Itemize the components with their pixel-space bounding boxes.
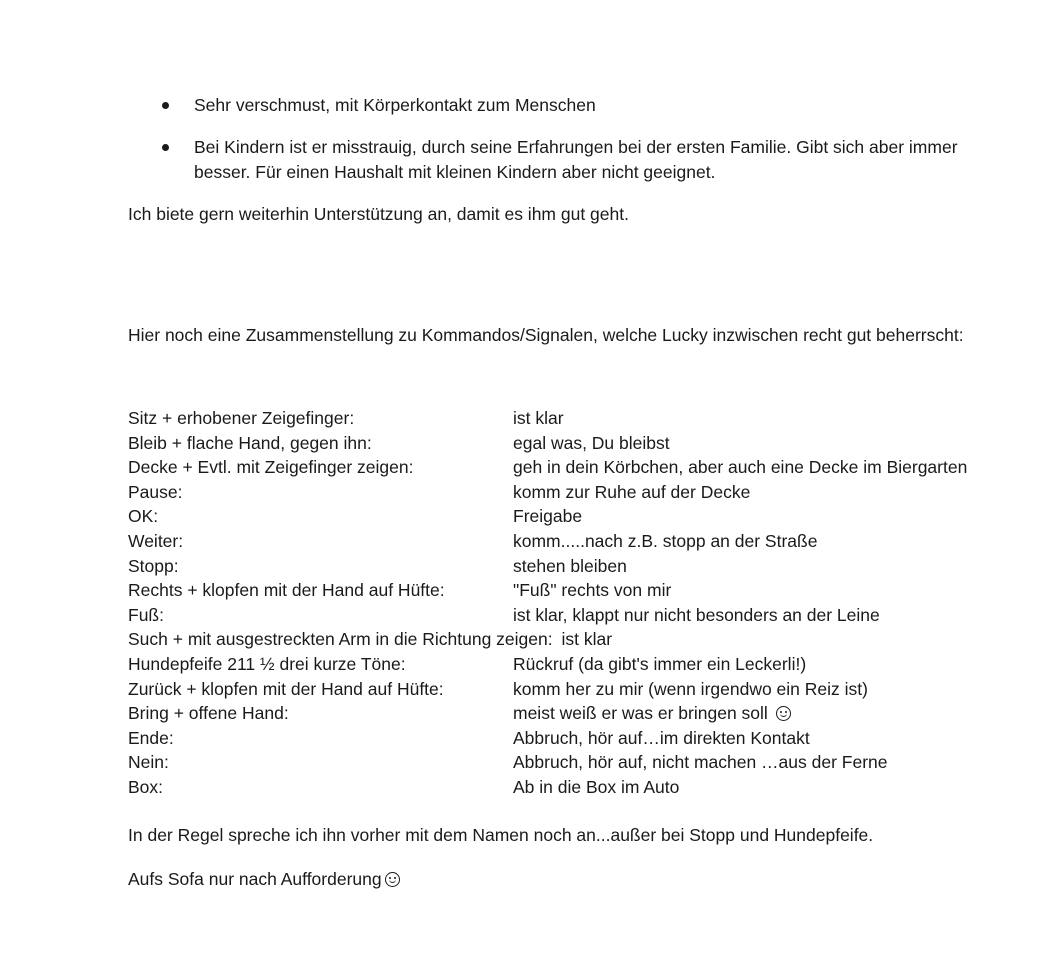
command-meaning: komm her zu mir (wenn irgendwo ein Reiz ist)	[513, 678, 868, 699]
command-name: Decke + Evtl. mit Zeigefinger zeigen:	[128, 457, 414, 478]
command-name: Bleib + flache Hand, gegen ihn:	[128, 432, 372, 453]
command-name: Bring + offene Hand:	[128, 703, 289, 724]
command-meaning: komm.....nach z.B. stopp an der Straße	[513, 530, 818, 551]
command-name: Such + mit ausgestreckten Arm in die Richtung zeigen:	[128, 629, 553, 650]
command-meaning: Abbruch, hör auf…im direkten Kontakt	[513, 727, 810, 748]
command-meaning-wrapper	[513, 701, 791, 726]
command-row	[128, 455, 1008, 480]
command-meaning: egal was, Du bleibst	[513, 432, 670, 453]
command-row	[128, 431, 1008, 456]
command-row	[128, 554, 1008, 579]
command-row	[128, 652, 1008, 677]
command-name: Fuß:	[128, 604, 164, 625]
bullet-text: Bei Kindern ist er misstrauig, durch seine Erfahrungen bei der ersten Familie. Gibt sich aber immer besser. Für einen Haushalt mit kleinen Kindern aber nicht geeignet.	[194, 137, 958, 182]
command-row	[128, 603, 1008, 628]
command-meaning: geh in dein Körbchen, aber auch eine Decke im Biergarten	[513, 457, 968, 478]
command-meaning: stehen bleiben	[513, 555, 627, 576]
command-name: Sitz + erhobener Zeigefinger:	[128, 408, 355, 428]
command-row	[128, 578, 1008, 603]
smiley-face-icon	[385, 872, 400, 887]
command-meaning: ist klar	[561, 629, 613, 650]
command-meaning: komm zur Ruhe auf der Decke	[513, 481, 751, 502]
command-meaning: "Fuß" rechts von mir	[513, 580, 672, 601]
bullet-dot-icon	[162, 102, 169, 109]
command-name: Zurück + klopfen mit der Hand auf Hüfte:	[128, 678, 444, 699]
command-row	[128, 406, 1008, 431]
command-name: OK:	[128, 506, 159, 527]
smiley-face-icon	[776, 706, 791, 721]
bullet-text: Sehr verschmust, mit Körperkontakt zum Menschen	[194, 95, 596, 115]
command-meaning: meist weiß er was er bringen soll	[513, 703, 768, 724]
command-row	[128, 627, 1008, 652]
command-name: Weiter:	[128, 530, 184, 551]
commands-list	[128, 406, 1008, 800]
bullet-item	[160, 93, 1000, 118]
rule-paragraph: In der Regel spreche ich ihn vorher mit dem Namen noch an...außer bei Stopp und Hundepfeife.	[128, 825, 874, 845]
command-name: Hundepfeife 211 ½ drei kurze Töne:	[128, 653, 406, 674]
command-row	[128, 480, 1008, 505]
command-row	[128, 750, 1008, 775]
sofa-paragraph	[128, 867, 1008, 892]
command-row	[128, 775, 1008, 800]
command-name: Box:	[128, 776, 164, 797]
command-name: Pause:	[128, 481, 183, 502]
command-meaning: Ab in die Box im Auto	[513, 776, 680, 797]
command-meaning: Abbruch, hör auf, nicht machen …aus der Ferne	[513, 752, 888, 773]
command-meaning: ist klar, klappt nur nicht besonders an der Leine	[513, 604, 880, 625]
command-name: Rechts + klopfen mit der Hand auf Hüfte:	[128, 580, 445, 601]
command-meaning: Freigabe	[513, 506, 583, 527]
command-row	[128, 726, 1008, 751]
command-row	[128, 504, 1008, 529]
bullet-dot-icon	[162, 144, 169, 151]
command-row	[128, 701, 1008, 726]
bullet-list	[160, 93, 1000, 202]
intro-paragraph: Hier noch eine Zusammenstellung zu Kommandos/Signalen, welche Lucky inzwischen recht gut beherrscht:	[128, 325, 964, 345]
command-name: Ende:	[128, 727, 174, 748]
command-row	[128, 677, 1008, 702]
support-paragraph: Ich biete gern weiterhin Unterstützung an, damit es ihm gut geht.	[128, 204, 629, 224]
command-row	[128, 529, 1008, 554]
command-name: Nein:	[128, 752, 169, 773]
bullet-item	[160, 135, 1000, 185]
command-meaning: ist klar	[513, 408, 564, 428]
sofa-text: Aufs Sofa nur nach Aufforderung	[128, 869, 382, 889]
command-meaning: Rückruf (da gibt's immer ein Leckerli!)	[513, 653, 807, 674]
command-name: Stopp:	[128, 555, 179, 576]
